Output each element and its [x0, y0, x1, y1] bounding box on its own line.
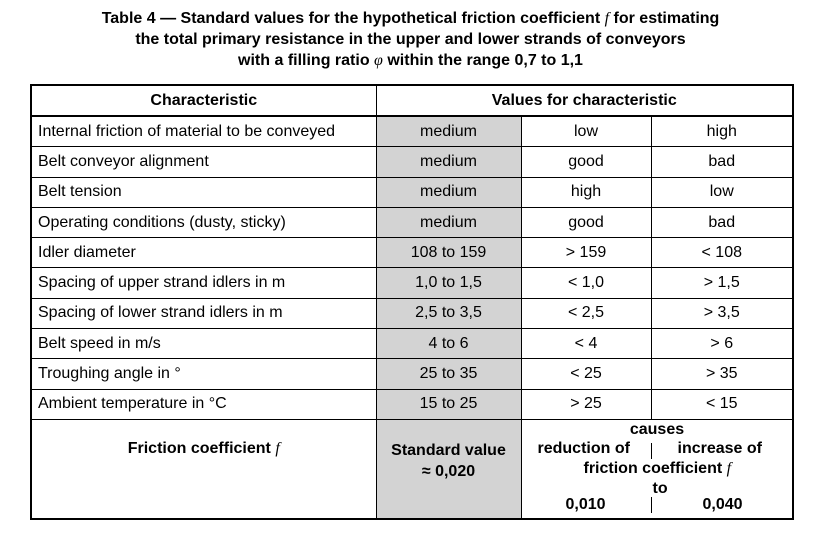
- row-high-friction-value: low: [651, 177, 793, 207]
- divider-bottom: [651, 497, 652, 513]
- header-row: [31, 85, 793, 116]
- header-values: Values for characteristic: [376, 85, 793, 116]
- row-standard-value: 1,0 to 1,5: [376, 268, 521, 298]
- caption-line-3: with a filling ratio φ within the range 0,7 to 1,1: [238, 52, 583, 69]
- row-standard-value: 15 to 25: [376, 389, 521, 419]
- increase-text: increase of: [677, 439, 762, 457]
- coefficient-symbol: f: [726, 459, 732, 477]
- header-characteristic: Characteristic: [31, 85, 376, 116]
- high-value: 0,040: [702, 495, 743, 513]
- table-row: [31, 298, 793, 328]
- divider-top: [651, 443, 652, 459]
- row-high-friction-value: > 6: [651, 329, 793, 359]
- row-low-friction-value: low: [521, 116, 651, 147]
- table-row: [31, 268, 793, 298]
- table-row: [31, 238, 793, 268]
- row-low-friction-value: < 2,5: [521, 298, 651, 328]
- row-low-friction-value: good: [521, 147, 651, 177]
- row-low-friction-value: < 1,0: [521, 268, 651, 298]
- table-row: [31, 329, 793, 359]
- row-high-friction-value: > 3,5: [651, 298, 793, 328]
- row-high-friction-value: bad: [651, 147, 793, 177]
- caption-symbol-f: f: [604, 10, 610, 27]
- row-characteristic: Spacing of upper strand idlers in m: [31, 268, 376, 298]
- to-text: to: [652, 479, 668, 497]
- friction-coefficient-row: [31, 419, 793, 519]
- table-row: [31, 116, 793, 147]
- reduction-text: reduction of: [537, 439, 630, 457]
- table-row: [31, 389, 793, 419]
- row-standard-value: 108 to 159: [376, 238, 521, 268]
- row-characteristic: Internal friction of material to be conveyed: [31, 116, 376, 147]
- row-low-friction-value: > 25: [521, 389, 651, 419]
- row-high-friction-value: < 15: [651, 389, 793, 419]
- row-standard-value: 2,5 to 3,5: [376, 298, 521, 328]
- friction-symbol: f: [275, 439, 280, 457]
- row-characteristic: Spacing of lower strand idlers in m: [31, 298, 376, 328]
- row-characteristic: Ambient temperature in °C: [31, 389, 376, 419]
- caption-symbol-phi: φ: [374, 52, 383, 69]
- row-characteristic: Troughing angle in °: [31, 359, 376, 389]
- standard-value-number: ≈ 0,020: [421, 462, 476, 480]
- row-characteristic: Operating conditions (dusty, sticky): [31, 207, 376, 237]
- standard-value-cell: [376, 419, 521, 519]
- friction-label-cell: [31, 419, 376, 519]
- row-characteristic: Belt tension: [31, 177, 376, 207]
- table-row: [31, 147, 793, 177]
- caption-line-2: the total primary resistance in the upper and lower strands of conveyors: [135, 31, 686, 48]
- row-characteristic: Idler diameter: [31, 238, 376, 268]
- row-standard-value: medium: [376, 207, 521, 237]
- coefficient-text: friction coefficient f: [583, 459, 732, 477]
- standard-value-label: Standard value: [391, 441, 506, 459]
- row-characteristic: Belt speed in m/s: [31, 329, 376, 359]
- caption-line-1: Table 4 — Standard values for the hypothetical friction coefficient f for estimating: [101, 10, 720, 27]
- row-low-friction-value: < 4: [521, 329, 651, 359]
- table-caption: [0, 8, 821, 71]
- row-low-friction-value: > 159: [521, 238, 651, 268]
- causes-cell: [521, 419, 793, 519]
- row-standard-value: medium: [376, 116, 521, 147]
- row-standard-value: 4 to 6: [376, 329, 521, 359]
- row-low-friction-value: < 25: [521, 359, 651, 389]
- row-low-friction-value: good: [521, 207, 651, 237]
- row-low-friction-value: high: [521, 177, 651, 207]
- friction-values-table: [30, 84, 794, 520]
- table-row: [31, 359, 793, 389]
- row-high-friction-value: < 108: [651, 238, 793, 268]
- row-characteristic: Belt conveyor alignment: [31, 147, 376, 177]
- row-high-friction-value: > 1,5: [651, 268, 793, 298]
- row-high-friction-value: bad: [651, 207, 793, 237]
- table-row: [31, 207, 793, 237]
- table-row: [31, 177, 793, 207]
- row-standard-value: medium: [376, 177, 521, 207]
- low-value: 0,010: [565, 495, 606, 513]
- friction-label: Friction coefficient: [127, 439, 271, 457]
- row-standard-value: medium: [376, 147, 521, 177]
- causes-text: causes: [629, 420, 685, 438]
- row-standard-value: 25 to 35: [376, 359, 521, 389]
- row-high-friction-value: > 35: [651, 359, 793, 389]
- row-high-friction-value: high: [651, 116, 793, 147]
